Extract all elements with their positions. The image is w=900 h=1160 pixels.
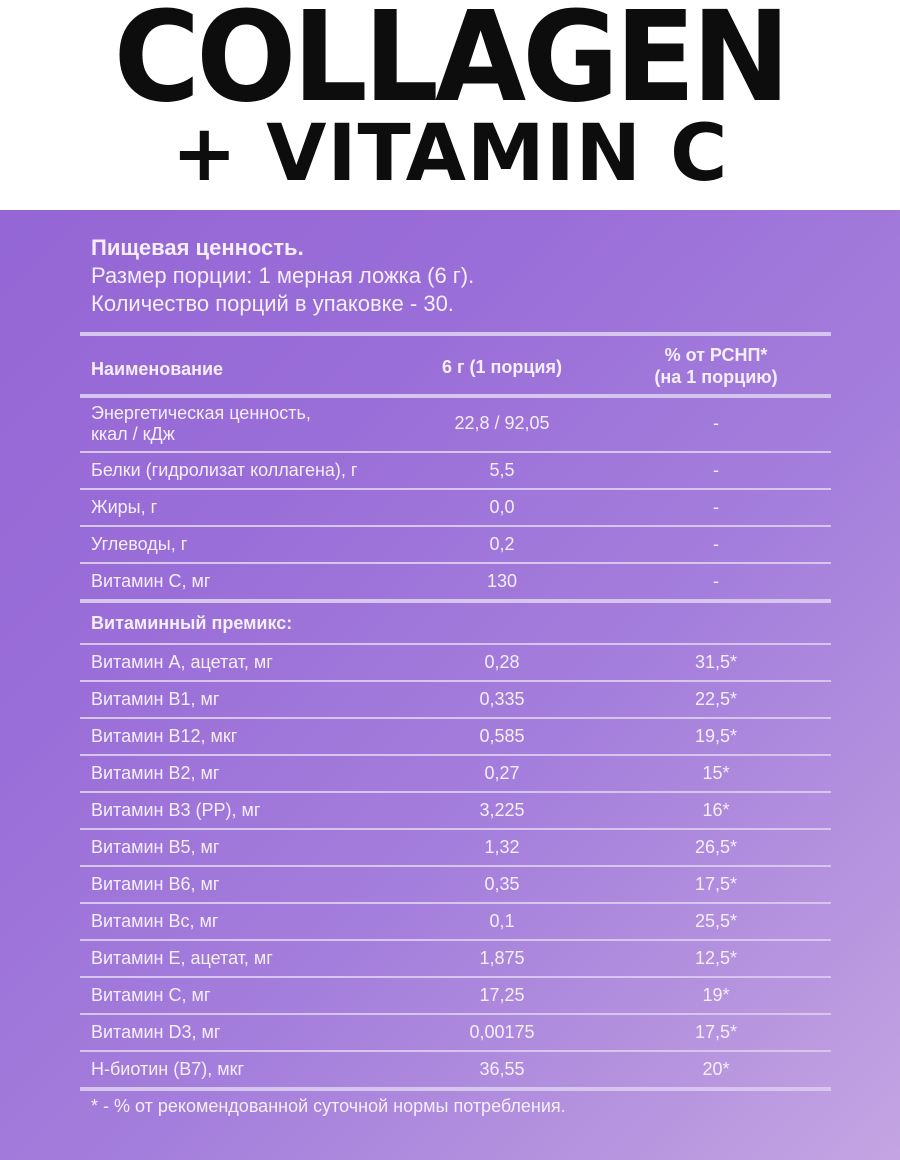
row-percent: - [713, 571, 719, 591]
header-name: Наименование [91, 359, 224, 379]
premix-section-label: Витаминный премикс: [91, 613, 293, 633]
servings-per-package: Количество порций в упаковке - 30. [91, 291, 454, 316]
row-name [91, 403, 311, 445]
table-row [80, 645, 831, 680]
row-name: Витамин В6, мг [91, 874, 220, 894]
row-amount: 0,27 [484, 763, 520, 783]
table-row [80, 453, 831, 488]
table-bottom-rule [80, 1087, 831, 1091]
row-amount: 0,585 [479, 726, 525, 746]
table-row [80, 978, 831, 1013]
row-amount: 36,55 [479, 1059, 525, 1079]
row-amount: 0,1 [489, 911, 515, 931]
row-name: Витамин D3, мг [91, 1022, 221, 1042]
row-amount: 0,35 [484, 874, 520, 894]
row-amount: 130 [486, 571, 518, 591]
row-amount: 0,28 [484, 652, 520, 672]
table-row [80, 904, 831, 939]
table-row [80, 719, 831, 754]
table-row [80, 941, 831, 976]
table-row [80, 867, 831, 902]
row-amount: 22,8 / 92,05 [454, 413, 550, 433]
row-percent: - [713, 460, 719, 480]
row-name: Витамин В2, мг [91, 763, 220, 783]
row-name: Н-биотин (В7), мкг [91, 1059, 245, 1079]
header-percent-line2: (на 1 порцию) [654, 367, 778, 387]
table-row [80, 1015, 831, 1050]
row-name: Витамин В5, мг [91, 837, 220, 857]
header-amount: 6 г (1 порция) [441, 357, 562, 377]
table-row [80, 564, 831, 599]
row-percent: 20* [702, 1059, 730, 1079]
row-percent: 22,5* [694, 689, 738, 709]
row-amount: 17,25 [479, 985, 525, 1005]
row-name-line2: ккал / кДж [91, 424, 175, 444]
row-name: Витамин Е, ацетат, мг [91, 948, 273, 968]
row-amount: 0,335 [479, 689, 525, 709]
row-percent: - [713, 497, 719, 517]
row-amount: 0,00175 [469, 1022, 535, 1042]
nutrition-intro [91, 234, 474, 318]
header-percent-line1: % от РСНП* [664, 345, 768, 365]
product-subtitle: + VITAMIN C [171, 109, 729, 199]
table-row [80, 527, 831, 562]
table-header-row [80, 336, 831, 394]
row-amount: 0,2 [489, 534, 515, 554]
row-amount: 5,5 [489, 460, 515, 480]
row-amount: 1,875 [479, 948, 525, 968]
row-percent: 19* [702, 985, 730, 1005]
row-name: Витамин С, мг [91, 571, 211, 591]
table-row [80, 793, 831, 828]
row-name: Витамин В12, мкг [91, 726, 238, 746]
table-row [80, 398, 831, 451]
footnote: * - % от рекомендованной суточной нормы потребления. [91, 1096, 566, 1116]
row-name: Витамин В3 (РР), мг [91, 800, 261, 820]
row-name: Жиры, г [91, 497, 158, 517]
row-percent: 17,5* [694, 874, 738, 894]
row-name-line1: Энергетическая ценность, [91, 403, 311, 423]
premix-section-label-row [80, 603, 831, 643]
row-name: Витамин В1, мг [91, 689, 220, 709]
row-name: Белки (гидролизат коллагена), г [91, 460, 358, 480]
row-percent: 26,5* [694, 837, 738, 857]
nutrition-table [80, 332, 831, 1091]
table-row [80, 1052, 831, 1087]
header-percent [616, 344, 816, 388]
product-title: COLLAGEN [113, 0, 787, 130]
row-name: Витамин С, мг [91, 985, 211, 1005]
row-percent: 25,5* [694, 911, 738, 931]
row-name: Витамин Вс, мг [91, 911, 219, 931]
table-row [80, 756, 831, 791]
row-amount: 0,0 [489, 497, 515, 517]
row-amount: 3,225 [479, 800, 525, 820]
serving-size: Размер порции: 1 мерная ложка (6 г). [91, 263, 475, 288]
title-area [0, 0, 900, 210]
nutrition-heading: Пищевая ценность. [91, 235, 304, 260]
row-name: Углеводы, г [91, 534, 188, 554]
row-amount: 1,32 [484, 837, 520, 857]
table-row [80, 830, 831, 865]
row-percent: - [713, 413, 719, 433]
row-percent: 19,5* [694, 726, 738, 746]
table-row [80, 682, 831, 717]
row-percent: 12,5* [694, 948, 738, 968]
table-row [80, 490, 831, 525]
row-percent: 16* [702, 800, 730, 820]
row-percent: - [713, 534, 719, 554]
row-percent: 31,5* [694, 652, 738, 672]
row-percent: 15* [702, 763, 730, 783]
row-percent: 17,5* [694, 1022, 738, 1042]
row-name: Витамин А, ацетат, мг [91, 652, 273, 672]
